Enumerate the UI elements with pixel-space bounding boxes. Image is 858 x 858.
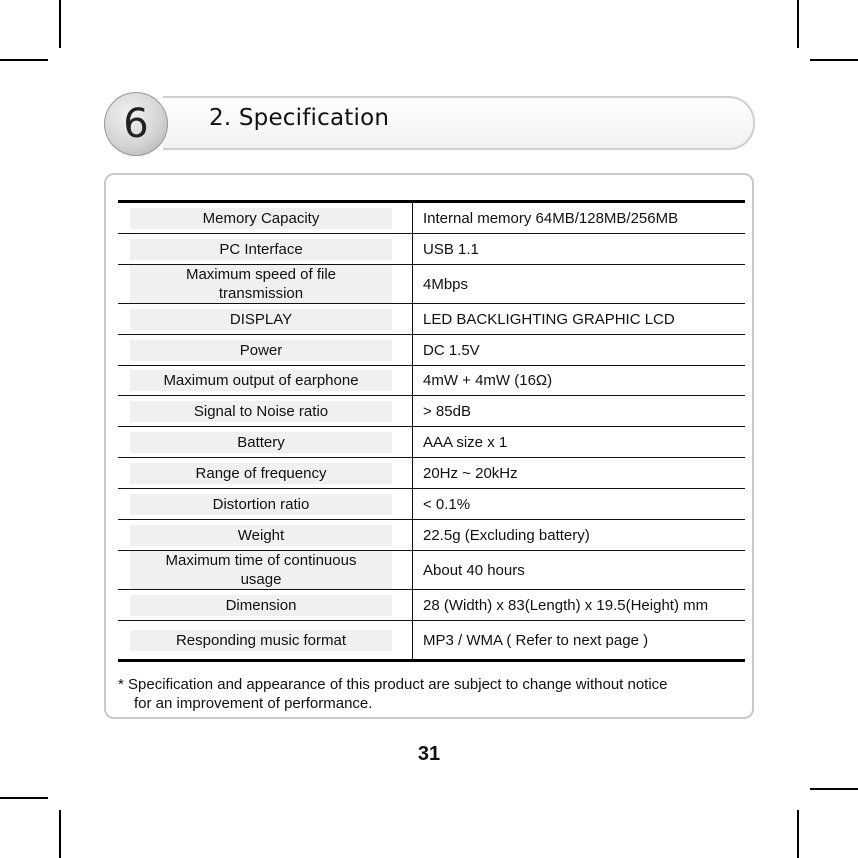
spec-value: MP3 / WMA ( Refer to next page ): [413, 621, 746, 661]
specification-footnote: [118, 675, 748, 713]
crop-mark-bottom-right-horizontal: [810, 788, 858, 790]
spec-value: 22.5g (Excluding battery): [413, 520, 746, 551]
spec-label: DISPLAY: [118, 304, 413, 335]
spec-label: Dimension: [118, 590, 413, 621]
crop-mark-bottom-right-vertical: [797, 810, 799, 858]
spec-value: Internal memory 64MB/128MB/256MB: [413, 202, 746, 234]
spec-value: AAA size x 1: [413, 427, 746, 458]
spec-label: Memory Capacity: [118, 202, 413, 234]
spec-label: Battery: [118, 427, 413, 458]
spec-value: 20Hz ~ 20kHz: [413, 458, 746, 489]
table-row: [118, 520, 745, 551]
page-number: 31: [417, 743, 441, 765]
table-row: [118, 458, 745, 489]
spec-label: Weight: [118, 520, 413, 551]
table-row: [118, 489, 745, 520]
crop-mark-top-left-vertical: [59, 0, 61, 48]
spec-label: Distortion ratio: [118, 489, 413, 520]
spec-value: USB 1.1: [413, 234, 746, 265]
table-row: [118, 234, 745, 265]
crop-mark-bottom-left-vertical: [59, 810, 61, 858]
table-row: [118, 265, 745, 304]
spec-value: About 40 hours: [413, 551, 746, 590]
spec-value: DC 1.5V: [413, 335, 746, 366]
table-row: [118, 551, 745, 590]
section-title: 2. Specification: [209, 105, 390, 131]
spec-value: 28 (Width) x 83(Length) x 19.5(Height) mm: [413, 590, 746, 621]
spec-label: Power: [118, 335, 413, 366]
table-row: [118, 590, 745, 621]
table-row: [118, 304, 745, 335]
spec-value: < 0.1%: [413, 489, 746, 520]
footnote-line-2: for an improvement of performance.: [134, 695, 373, 712]
spec-value: > 85dB: [413, 396, 746, 427]
chapter-number-badge: 6: [104, 92, 168, 156]
spec-label: Maximum speed of file transmission: [118, 265, 413, 304]
spec-value: 4Mbps: [413, 265, 746, 304]
spec-label: Maximum time of continuous usage: [118, 551, 413, 590]
crop-mark-top-right-horizontal: [810, 59, 858, 61]
spec-label: PC Interface: [118, 234, 413, 265]
table-row: [118, 335, 745, 366]
crop-mark-top-right-vertical: [797, 0, 799, 48]
footnote-line-1: * Specification and appearance of this product are subject to change without notice: [118, 676, 668, 693]
table-row: [118, 396, 745, 427]
table-row: [118, 366, 745, 396]
table-row: [118, 621, 745, 661]
spec-label: Responding music format: [118, 621, 413, 661]
spec-label: Signal to Noise ratio: [118, 396, 413, 427]
spec-label: Range of frequency: [118, 458, 413, 489]
table-row: [118, 202, 745, 234]
spec-label: Maximum output of earphone: [118, 366, 413, 396]
specification-table: [118, 200, 745, 662]
crop-mark-bottom-left-horizontal: [0, 797, 48, 799]
table-row: [118, 427, 745, 458]
crop-mark-top-left-horizontal: [0, 59, 48, 61]
spec-value: LED BACKLIGHTING GRAPHIC LCD: [413, 304, 746, 335]
spec-value: 4mW + 4mW (16Ω): [413, 366, 746, 396]
